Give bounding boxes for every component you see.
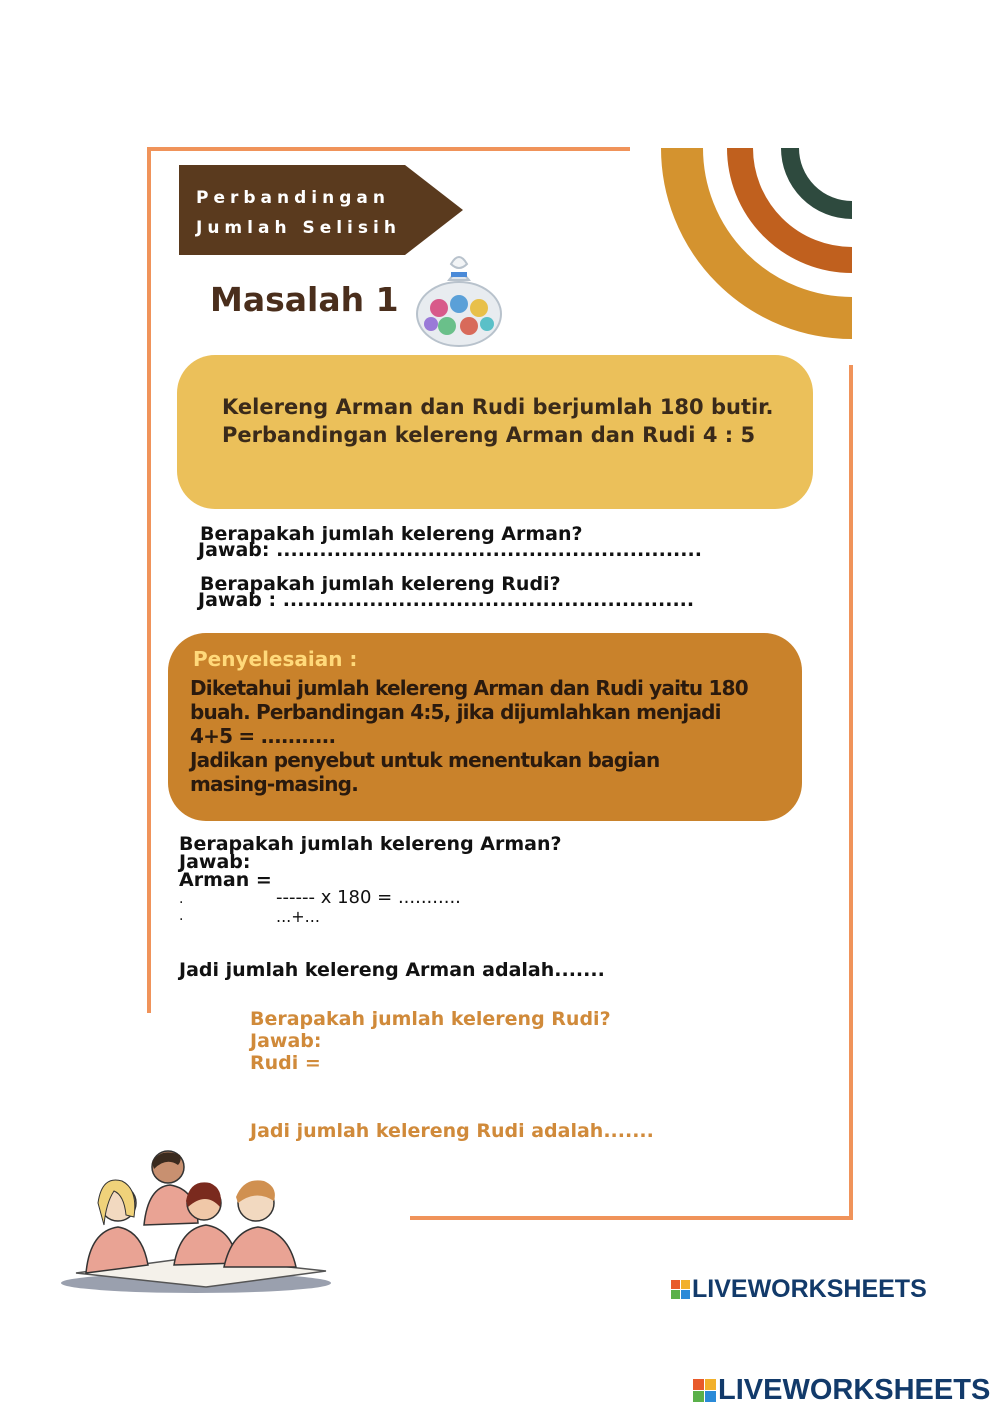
banner-title: [196, 183, 401, 243]
frame-left-line: [147, 147, 151, 1013]
arman-jawab: Jawab:: [179, 851, 251, 873]
banner-line-1: Perbandingan: [196, 188, 390, 208]
page-title: Masalah 1: [210, 280, 399, 319]
decorative-arcs: [660, 140, 860, 350]
solution-heading: Penyelesaian :: [193, 647, 358, 671]
rudi-jawab: Jawab:: [250, 1030, 322, 1052]
dot-marker: .: [179, 908, 184, 924]
liveworksheets-logo-icon: [671, 1280, 690, 1299]
answer-line-rudi[interactable]: Jawab : .........................................................: [198, 589, 695, 611]
solution-line: Jadikan penyebut untuk menentukan bagian: [190, 748, 660, 772]
marble-bag-icon: [413, 246, 505, 348]
solution-line: 4+5 = ...........: [190, 724, 336, 748]
answer-line-arman[interactable]: Jawab: ...........................................................: [198, 539, 702, 561]
arman-question: Berapakah jumlah kelereng Arman?: [179, 833, 562, 855]
banner-line-2: Jumlah Selisih: [196, 218, 401, 238]
arman-conclusion[interactable]: Jadi jumlah kelereng Arman adalah.......: [179, 959, 605, 981]
solution-text: [190, 676, 790, 796]
problem-text: Kelereng Arman dan Rudi berjumlah 180 butir. Perbandingan kelereng Arman dan Rudi 4 : 5: [222, 395, 774, 447]
question-rudi: Berapakah jumlah kelereng Rudi?: [200, 573, 561, 595]
logo-text: LIVEWORKSHEETS: [692, 1275, 927, 1303]
frame-top-line: [147, 147, 630, 151]
frame-bottom-line: [410, 1216, 853, 1220]
rudi-conclusion[interactable]: Jadi jumlah kelereng Rudi adalah.......: [250, 1120, 654, 1142]
rudi-question: Berapakah jumlah kelereng Rudi?: [250, 1008, 611, 1030]
liveworksheets-logo-footer: [693, 1374, 990, 1407]
arman-numerator[interactable]: ------ x 180 = ...........: [276, 887, 461, 908]
dot-marker: .: [179, 891, 184, 907]
arman-denominator[interactable]: ...+...: [276, 907, 320, 926]
students-illustration: [56, 1145, 336, 1295]
liveworksheets-logo-icon: [693, 1379, 716, 1402]
logo-text: LIVEWORKSHEETS: [718, 1374, 991, 1406]
question-arman: Berapakah jumlah kelereng Arman?: [200, 523, 583, 545]
rudi-label: Rudi =: [250, 1052, 321, 1074]
liveworksheets-logo: [671, 1275, 927, 1304]
solution-line: buah. Perbandingan 4:5, jika dijumlahkan menjadi: [190, 700, 721, 724]
frame-right-line: [849, 365, 853, 1220]
solution-line: masing-masing.: [190, 772, 358, 796]
arman-label: Arman =: [179, 869, 272, 891]
solution-line: Diketahui jumlah kelereng Arman dan Rudi yaitu 180: [190, 676, 748, 700]
